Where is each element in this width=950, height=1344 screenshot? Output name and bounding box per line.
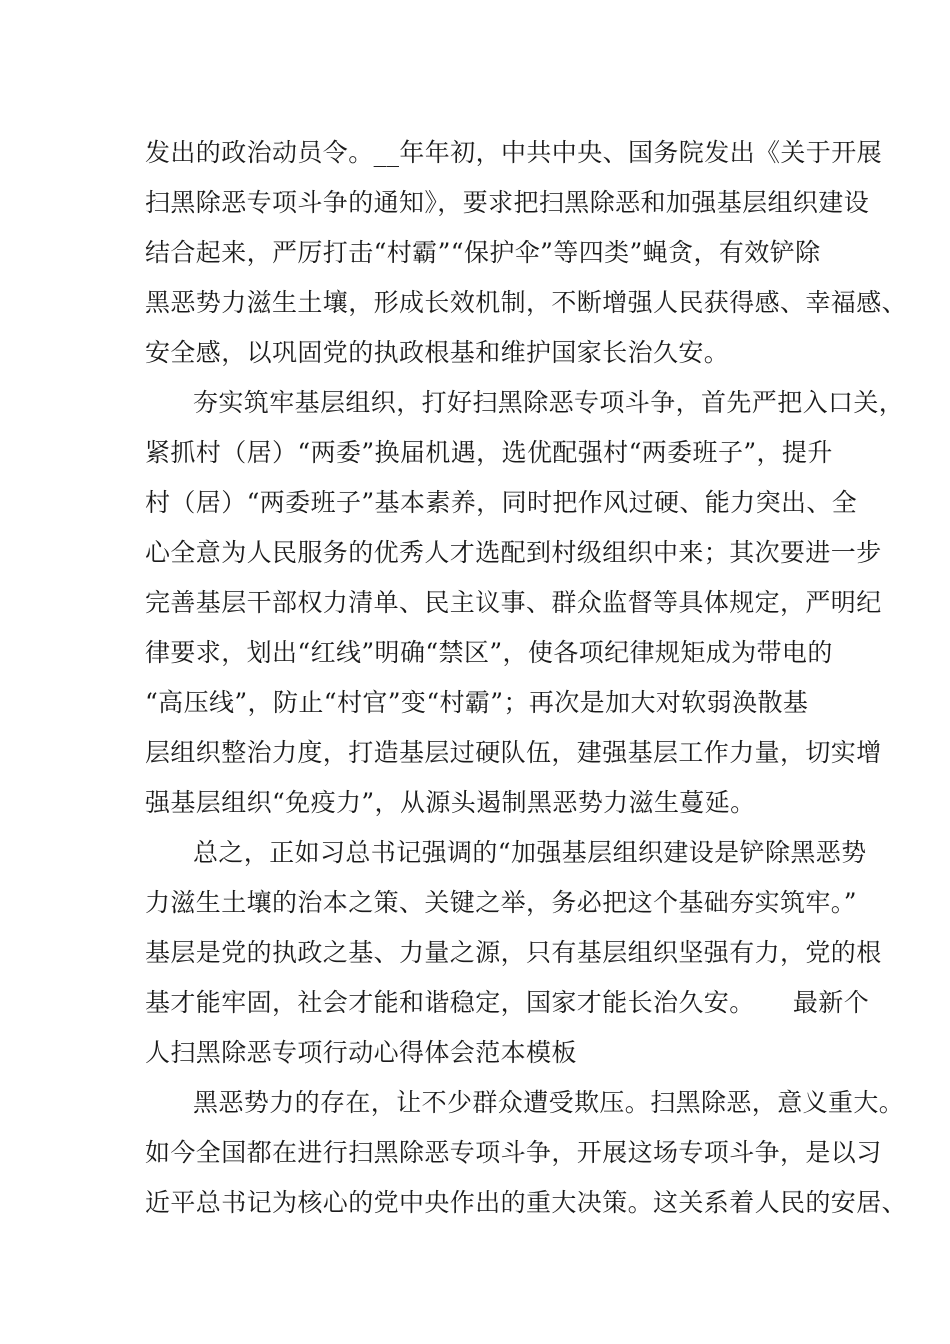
text-line: 夯实筑牢基层组织，打好扫黑除恶专项斗争，首先严把入口关，: [193, 388, 905, 417]
document-body: [145, 128, 908, 1228]
text-line: 强基层组织“免疫力”，从源头遏制黑恶势力滋生蔓延。: [145, 788, 756, 817]
text-line: 紧抓村（居）“两委”换届机遇，选优配强村“两委班子”，提升: [145, 438, 833, 467]
text-line: 发出的政治动员令。__年年初，中共中央、国务院发出《关于开展: [145, 138, 883, 167]
text-line: 人扫黑除恶专项行动心得体会范本模板: [145, 1038, 577, 1067]
text-line: 近平总书记为核心的党中央作出的重大决策。这关系着人民的安居、: [145, 1188, 908, 1217]
text-line: 层组织整治力度，打造基层过硬队伍，建强基层工作力量，切实增: [145, 738, 882, 767]
text-line: 如今全国都在进行扫黑除恶专项斗争，开展这场专项斗争，是以习: [145, 1138, 882, 1167]
text-line: 完善基层干部权力清单、民主议事、群众监督等具体规定，严明纪: [145, 588, 882, 617]
text-line: 结合起来，严厉打击“村霸”“保护伞”等四类”蝇贪，有效铲除: [145, 238, 821, 267]
text-line: 总之，正如习总书记强调的“加强基层组织建设是铲除黑恶势: [193, 838, 867, 867]
text-line: 村（居）“两委班子”基本素养，同时把作风过硬、能力突出、全: [145, 488, 858, 517]
text-line: 基层是党的执政之基、力量之源，只有基层组织坚强有力，党的根: [145, 938, 882, 967]
text-line: 安全感，以巩固党的执政根基和维护国家长治久安。: [145, 338, 730, 367]
text-line: 扫黑除恶专项斗争的通知》，要求把扫黑除恶和加强基层组织建设: [145, 188, 870, 217]
text-line: 黑恶势力的存在，让不少群众遭受欺压。扫黑除恶，意义重大。: [193, 1088, 905, 1117]
text-line: 基才能牢固，社会才能和谐稳定，国家才能长治久安。 最新个: [145, 988, 870, 1017]
text-line: 律要求，划出“红线”明确“禁区”，使各项纪律规矩成为带电的: [145, 638, 833, 667]
text-line: 力滋生土壤的治本之策、关键之举，务必把这个基础夯实筑牢。”: [145, 888, 857, 917]
text-line: “高压线”，防止“村官”变“村霸”；再次是加大对软弱涣散基: [145, 688, 809, 717]
text-line: 心全意为人民服务的优秀人才选配到村级组织中来；其次要进一步: [145, 538, 882, 567]
text-line: 黑恶势力滋生土壤，形成长效机制，不断增强人民获得感、幸福感、: [145, 288, 908, 317]
